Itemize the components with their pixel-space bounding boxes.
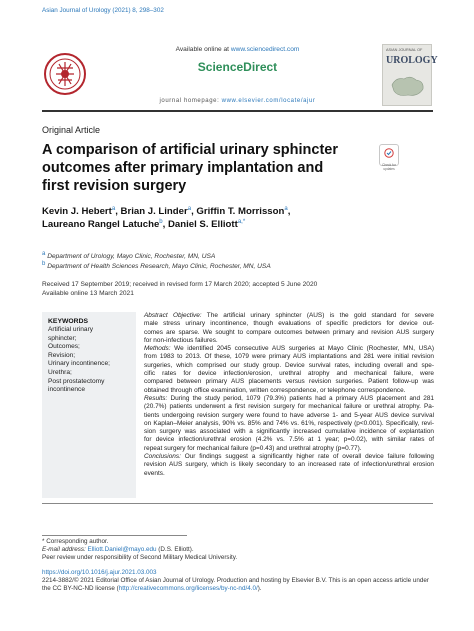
abstract-divider — [42, 503, 433, 504]
author-name[interactable]: Daniel S. Elliott — [167, 219, 238, 230]
author-separator: , — [191, 206, 197, 217]
author-name[interactable]: Laureano Rangel Latuche — [42, 219, 160, 230]
abstract-text: Results: During the study period, 1079 (79.3%) patients had a primary AUS placement and 281 — [144, 394, 434, 402]
author-name[interactable]: Brian J. Linder — [120, 206, 188, 217]
title-line: first revision surgery — [42, 178, 187, 194]
abstract-text: sion surgery was associated with a significantly increased cumulative incidence of explantation — [144, 428, 434, 436]
cover-title: UROLOGY — [386, 55, 438, 66]
sciencedirect-brand: ScienceDirect — [197, 60, 278, 74]
journal-homepage-line — [42, 98, 433, 104]
license-text — [42, 577, 434, 593]
available-online-line — [42, 46, 433, 53]
keyword: Urethra; — [48, 368, 72, 376]
affiliation-text: Department of Urology, Mayo Clinic, Rochester, MN, USA — [47, 253, 216, 260]
abstract-line — [144, 353, 434, 361]
license-body: 2214-3882/© 2021 Editorial Office of Asian Journal of Urology. Production and hosting by Elsevier B.V. This is an open access article under the CC BY-NC-ND license ( — [42, 577, 429, 592]
abstract-text: for device infection/urethral erosion (4.2% vs. 7.5% at 1 year; p=0.02), with similar rates of — [144, 436, 434, 444]
license-end: ). — [257, 585, 262, 592]
affiliation-text: Department of Health Sciences Research, Mayo Clinic, Rochester, MN, USA — [47, 263, 271, 270]
abstract-line — [144, 470, 434, 478]
affiliation — [42, 261, 271, 270]
abstract-line — [144, 370, 434, 378]
affiliation-marker: b — [42, 261, 46, 267]
abstract-line — [144, 362, 434, 370]
abstract-line — [144, 453, 434, 461]
abstract-line — [144, 387, 434, 395]
abstract-text: comes are sparse. We sought to compare outcomes between primary and revision AUS surgery — [144, 328, 434, 336]
author-separator: , — [115, 206, 121, 217]
abstract-line — [144, 403, 434, 411]
footnote-divider — [42, 535, 187, 536]
abstract-line — [144, 320, 434, 328]
abstract-text: repeat surgery for mechanical failure (p=0.43) and urethral atrophy (p=0.77). — [144, 444, 362, 452]
author-sup[interactable]: a — [111, 206, 116, 212]
keyword: sphincter; — [48, 334, 77, 342]
received-dates: Received 17 September 2019; received in revised form 17 March 2020; accepted 5 June 2020 — [42, 281, 318, 288]
abstract-text: for non-infectious failures. — [144, 336, 218, 344]
cover-map-icon — [388, 71, 428, 101]
homepage-prefix: journal homepage: — [159, 98, 222, 104]
email-label: E-mail address: — [42, 546, 88, 553]
title-line: outcomes after primary implantation and — [42, 160, 324, 176]
keyword: Urinary incontinence; — [48, 360, 110, 368]
abstract-text: male stress urinary incontinence, though evaluations of specific predictors for device out- — [144, 320, 434, 328]
abstract-line — [144, 428, 434, 436]
keyword: Artificial urinary — [48, 326, 94, 333]
abstract-line — [144, 312, 434, 320]
keyword: incontinence — [48, 386, 86, 394]
abstract-text: obtained through office examination, written correspondence, or telephone correspondence. — [144, 386, 406, 394]
author-name[interactable]: Griffin T. Morrisson — [196, 206, 285, 217]
keyword: Post prostatectomy — [48, 377, 105, 385]
check-badge-line: updates — [383, 167, 395, 171]
journal-logo — [42, 44, 88, 104]
author-separator: , — [162, 219, 168, 230]
running-head: Asian Journal of Urology (2021) 8, 298–302 — [42, 7, 164, 14]
email-link[interactable]: Elliott.Daniel@mayo.edu — [87, 546, 157, 553]
abstract-line — [144, 412, 434, 420]
peer-review-note: Peer review under responsibility of Second Military Medical University. — [42, 554, 238, 561]
author-sup[interactable]: a — [284, 206, 288, 212]
cover-subtitle: ASIAN JOURNAL OF — [386, 48, 423, 52]
abstract-text: Objective: The artificial urinary sphincter (AUS) is the gold standard for severe — [172, 312, 435, 319]
abstract-line — [144, 395, 434, 403]
author-separator: , — [287, 206, 291, 217]
header-divider — [42, 110, 433, 112]
author-line — [42, 206, 290, 217]
abstract-label: Abstract — [144, 312, 168, 319]
author-sup[interactable]: a — [187, 206, 192, 212]
check-for-updates-badge[interactable] — [379, 144, 399, 171]
affiliation-marker: a — [42, 251, 46, 257]
abstract-line — [144, 420, 434, 428]
abstract-line — [144, 445, 434, 453]
homepage-link[interactable]: www.elsevier.com/locate/ajur — [221, 98, 316, 104]
email-note — [42, 546, 194, 553]
license-link[interactable]: http://creativecommons.org/licenses/by-nc-nd/4.0/ — [118, 585, 258, 592]
available-online-date: Available online 13 March 2021 — [42, 290, 134, 297]
sciencedirect-link[interactable]: www.sciencedirect.com — [230, 46, 300, 53]
abstract-text: surgeries, which comprised our study group. Device survival rates, including overall and spe- — [144, 361, 434, 369]
abstract-text: revision AUS surgery, which is likely secondary to an increased rate of infection/urethral erosion — [144, 461, 434, 469]
journal-cover — [382, 44, 438, 106]
abstract-text: (20.7%) patients underwent a first revision surgery for mechanical failure or urethral atrophy. Pa- — [144, 403, 434, 411]
doi-link[interactable]: https://doi.org/10.1016/j.ajur.2021.03.003 — [42, 569, 157, 576]
email-suffix: (D.S. Elliott). — [156, 546, 194, 553]
abstract-line — [144, 337, 434, 345]
abstract-text: on Kaplan–Meier analysis, 90% vs. 85% and 74% vs. 61%, respectively (p<0.001). Specifically, revi- — [144, 419, 434, 427]
abstract-text: events. — [144, 469, 165, 477]
corresponding-author-note: * Corresponding author. — [42, 538, 109, 545]
abstract-text: Conclusions: Our findings suggest a significantly higher rate of overall device failure following — [144, 453, 434, 461]
abstract-text: cific rates for device infection/erosion, urethral atrophy and mechanical failure, were — [144, 370, 434, 378]
check-badge-line: Check for — [382, 163, 396, 167]
keyword: Revision; — [48, 351, 76, 359]
keywords-title: KEYWORDS — [48, 318, 89, 325]
article-title — [42, 141, 372, 195]
abstract-line — [144, 378, 434, 386]
author-name[interactable]: Kevin J. Hebert — [42, 206, 112, 217]
keywords-box — [42, 312, 136, 498]
article-type: Original Article — [42, 125, 101, 135]
abstract-text: compared between primary AUS placements versus revision surgeries. Patient follow-up was — [144, 378, 434, 386]
abstract-text: from 1983 to 2013. Of these, 1079 were primary AUS implantations and 281 were initial revision — [144, 353, 434, 361]
affiliation — [42, 251, 215, 260]
author-sup[interactable]: b — [159, 219, 163, 225]
author-line — [42, 219, 245, 230]
abstract-line — [144, 345, 434, 353]
abstract-line — [144, 329, 434, 337]
author-sup[interactable]: a,* — [237, 219, 246, 225]
keyword: Outcomes; — [48, 343, 80, 351]
abstract-line — [144, 461, 434, 469]
abstract — [144, 312, 434, 478]
check-updates-icon — [384, 148, 394, 158]
abstract-text: Methods: We identified 2045 consecutive AUS surgeries at Mayo Clinic (Rochester, MN, USA) — [144, 345, 434, 353]
available-prefix: Available online at — [175, 46, 231, 53]
title-line: A comparison of artificial urinary sphincter — [42, 142, 338, 158]
abstract-line — [144, 436, 434, 444]
abstract-text: tients undergoing revision surgery were found to have adverse 1- and 5-year AUS device survival — [144, 411, 434, 419]
